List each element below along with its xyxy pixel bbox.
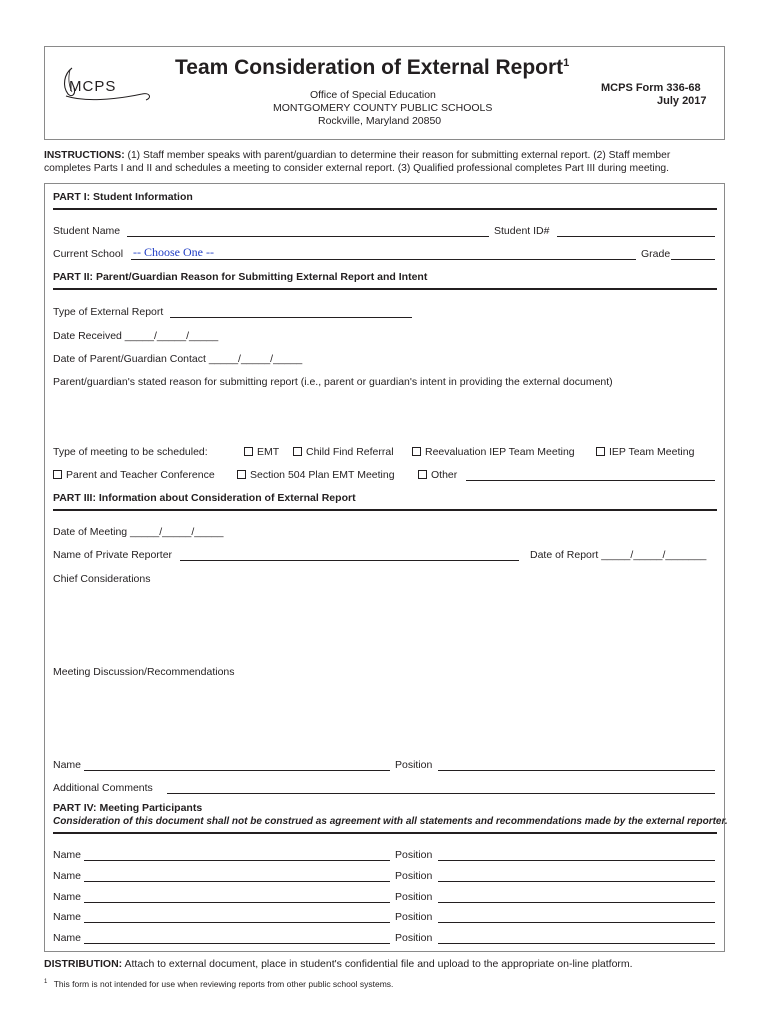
date-received[interactable]: Date Received _____/_____/_____ xyxy=(53,330,219,342)
grade-label: Grade xyxy=(641,248,671,260)
student-id-label: Student ID# xyxy=(494,225,550,237)
participant-position-field[interactable] xyxy=(438,881,715,882)
logo-text: MCPS xyxy=(69,78,117,95)
chief-considerations-label: Chief Considerations xyxy=(53,573,151,585)
participant-position-field[interactable] xyxy=(438,860,715,861)
option-reevaluation-label: Reevaluation IEP Team Meeting xyxy=(425,446,575,458)
participant-position-label: Position xyxy=(395,870,433,882)
participant-name-field[interactable] xyxy=(84,922,390,923)
checkbox-504[interactable] xyxy=(237,470,246,479)
form-body-box xyxy=(44,183,725,952)
part4-note: Consideration of this document shall not be construed as agreement with all statements and recommendations made by the external reporter. xyxy=(53,816,728,827)
participant-name-field[interactable] xyxy=(84,902,390,903)
form-title-text: Team Consideration of External Report xyxy=(175,56,564,79)
option-child-find-label: Child Find Referral xyxy=(306,446,394,458)
participant-name-field[interactable] xyxy=(84,860,390,861)
footnote-mark: 1 xyxy=(44,979,48,986)
option-child-find[interactable] xyxy=(293,446,394,458)
participant-name-label: Name xyxy=(53,870,82,882)
option-other-label: Other xyxy=(431,469,458,481)
participant-position-field[interactable] xyxy=(438,902,715,903)
checkbox-iep[interactable] xyxy=(596,447,605,456)
footnote-text: This form is not intended for use when reviewing reports from other public school systems. xyxy=(53,979,394,989)
grade-field[interactable] xyxy=(671,259,715,260)
part1-title: PART I: Student Information xyxy=(53,191,193,203)
checkbox-reevaluation[interactable] xyxy=(412,447,421,456)
mcps-logo xyxy=(54,64,154,106)
date-contact[interactable]: Date of Parent/Guardian Contact _____/_____/_____ xyxy=(53,353,303,365)
participant-position-label: Position xyxy=(395,911,433,923)
student-name-field[interactable] xyxy=(127,236,489,237)
participant-name-label: Name xyxy=(53,849,82,861)
checkbox-emt[interactable] xyxy=(244,447,253,456)
part4-title: PART IV: Meeting Participants xyxy=(53,802,203,814)
participant-name-label: Name xyxy=(53,932,82,944)
student-name-label: Student Name xyxy=(53,225,121,237)
part4-rule xyxy=(53,832,717,834)
date-of-report[interactable]: Date of Report _____/_____/_______ xyxy=(530,549,707,561)
option-504[interactable] xyxy=(237,469,395,481)
option-504-label: Section 504 Plan EMT Meeting xyxy=(250,469,395,481)
district-name: MONTGOMERY COUNTY PUBLIC SCHOOLS xyxy=(273,102,493,114)
form-title xyxy=(175,56,569,80)
option-iep[interactable] xyxy=(596,446,694,458)
part3-position-field[interactable] xyxy=(438,770,715,771)
report-type-label: Type of External Report xyxy=(53,306,164,318)
participant-position-label: Position xyxy=(395,932,433,944)
additional-comments-label: Additional Comments xyxy=(53,782,153,794)
participant-name-label: Name xyxy=(53,891,82,903)
participant-position-label: Position xyxy=(395,849,433,861)
participant-position-field[interactable] xyxy=(438,922,715,923)
participant-position-field[interactable] xyxy=(438,943,715,944)
distribution-text: Attach to external document, place in student's confidential file and upload to the appropriate on-line platform. xyxy=(124,958,633,970)
current-school-label: Current School xyxy=(53,248,124,260)
instructions xyxy=(44,150,670,161)
private-reporter-field[interactable] xyxy=(180,560,519,561)
other-field[interactable] xyxy=(466,480,715,481)
part3-name-field[interactable] xyxy=(84,770,390,771)
participant-position-label: Position xyxy=(395,891,433,903)
option-other[interactable] xyxy=(418,469,457,481)
form-number: MCPS Form 336-68 xyxy=(601,82,701,94)
option-iep-label: IEP Team Meeting xyxy=(609,446,695,458)
checkbox-parent-teacher[interactable] xyxy=(53,470,62,479)
option-parent-teacher[interactable] xyxy=(53,469,215,481)
participant-name-field[interactable] xyxy=(84,881,390,882)
form-date: July 2017 xyxy=(657,95,707,107)
option-emt[interactable] xyxy=(244,446,279,458)
distribution-label: DISTRIBUTION: xyxy=(44,958,123,970)
meeting-discussion-label: Meeting Discussion/Recommendations xyxy=(53,666,235,678)
report-type-field[interactable] xyxy=(170,317,412,318)
district-city: Rockville, Maryland 20850 xyxy=(318,115,442,127)
part2-rule xyxy=(53,288,717,290)
office-name: Office of Special Education xyxy=(310,89,436,101)
part3-title: PART III: Information about Consideration of External Report xyxy=(53,492,356,504)
part3-position-label: Position xyxy=(395,759,433,771)
part2-title: PART II: Parent/Guardian Reason for Submitting External Report and Intent xyxy=(53,271,428,283)
title-footnote-mark: 1 xyxy=(563,57,570,69)
part3-rule xyxy=(53,509,717,511)
instructions-line1: (1) Staff member speaks with parent/guardian to determine their reason for submitting external report. (2) Staff member xyxy=(127,150,671,161)
instructions-label: INSTRUCTIONS: xyxy=(44,150,125,161)
option-parent-teacher-label: Parent and Teacher Conference xyxy=(66,469,215,481)
instructions-line2: completes Parts I and II and schedules a meeting to consider external report. (3) Qualified professional completes Part III during meeting. xyxy=(44,163,670,174)
participant-name-field[interactable] xyxy=(84,943,390,944)
meeting-type-label: Type of meeting to be scheduled: xyxy=(53,446,208,458)
current-school-field[interactable] xyxy=(131,259,636,260)
checkbox-other[interactable] xyxy=(418,470,427,479)
date-of-meeting[interactable]: Date of Meeting _____/_____/_____ xyxy=(53,526,224,538)
additional-comments-field[interactable] xyxy=(167,793,715,794)
part1-rule xyxy=(53,208,717,210)
stated-reason-label: Parent/guardian's stated reason for submitting report (i.e., parent or guardian's intent in providing the external document) xyxy=(53,376,613,388)
footnote xyxy=(44,979,393,989)
part3-name-label: Name xyxy=(53,759,82,771)
participant-name-label: Name xyxy=(53,911,82,923)
private-reporter-label: Name of Private Reporter xyxy=(53,549,173,561)
student-id-field[interactable] xyxy=(557,236,715,237)
current-school-select[interactable]: -- Choose One -- xyxy=(133,245,214,259)
distribution xyxy=(44,958,633,970)
option-reevaluation[interactable] xyxy=(412,446,575,458)
checkbox-child-find[interactable] xyxy=(293,447,302,456)
option-emt-label: EMT xyxy=(257,446,280,458)
